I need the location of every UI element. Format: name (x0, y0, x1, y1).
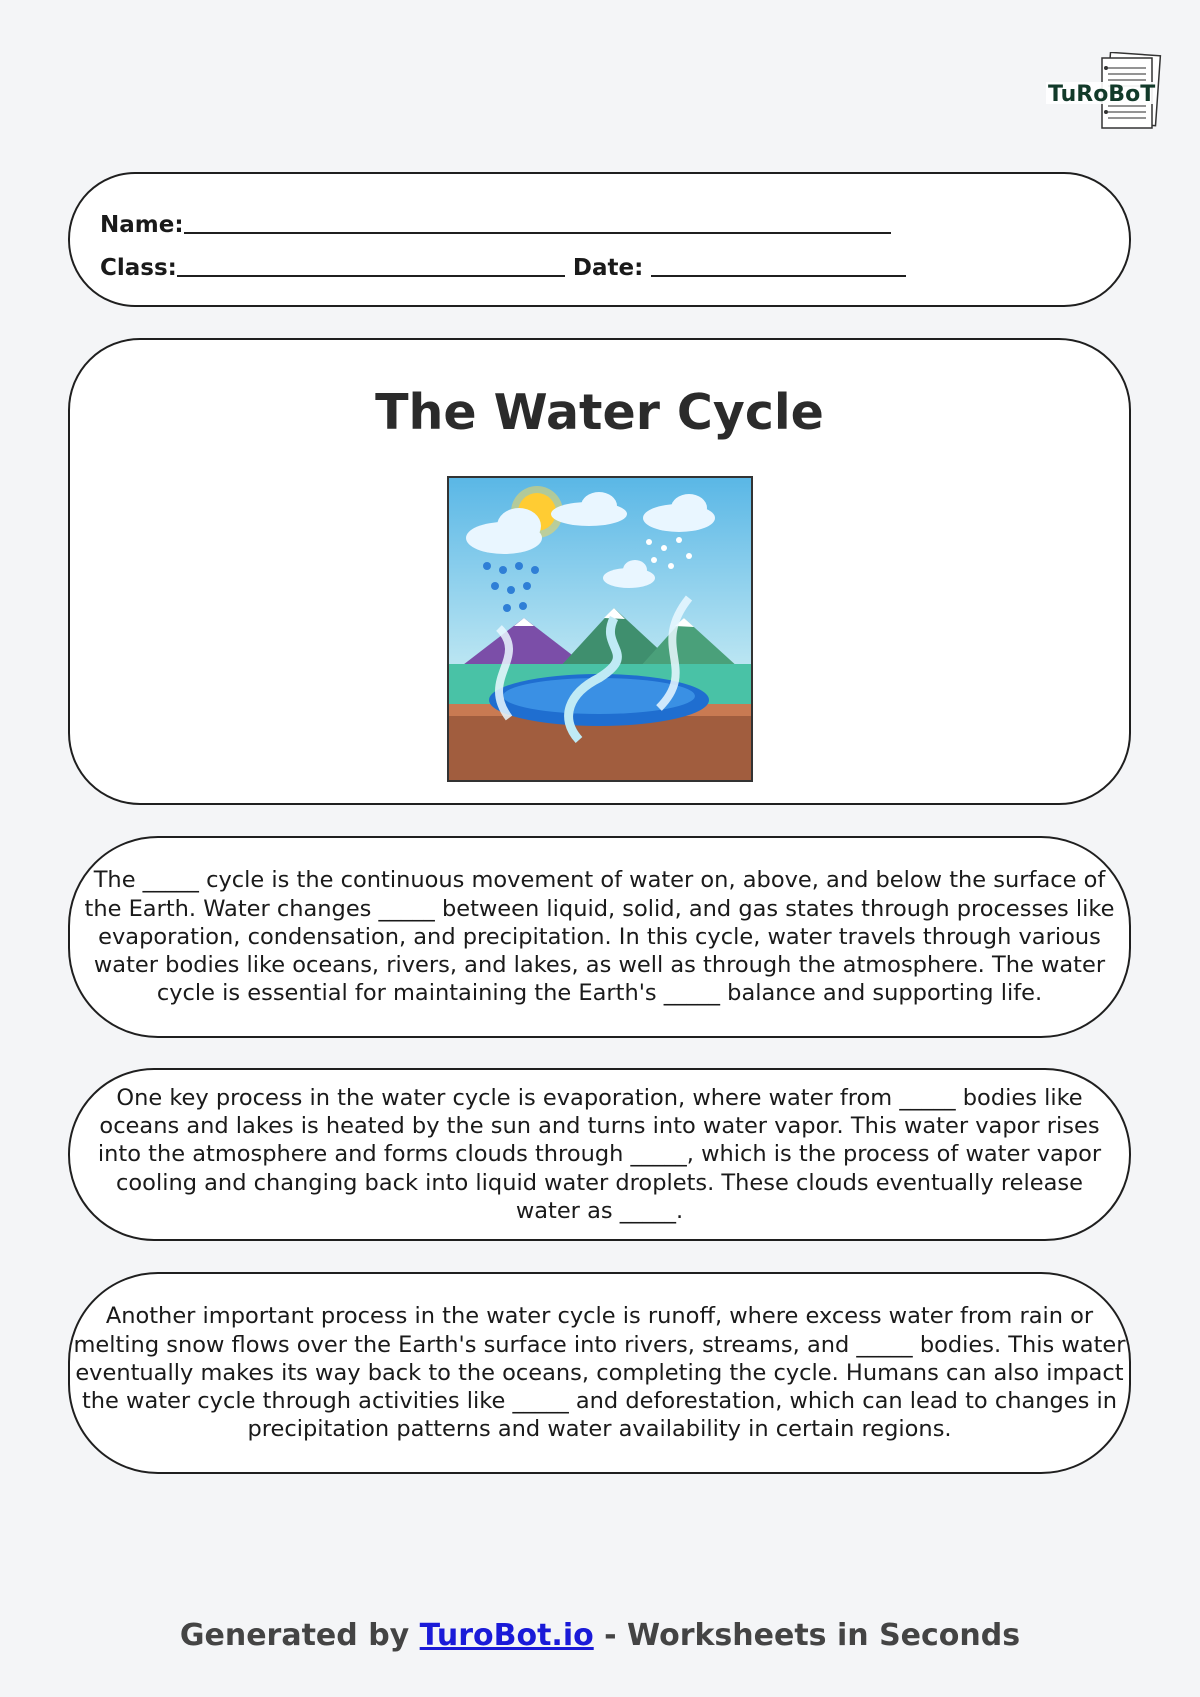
paragraph-card-2 (68, 1068, 1131, 1241)
name-label: Name: (100, 212, 184, 238)
footer (0, 1618, 1200, 1653)
logo-text: TuRoBoT (1048, 82, 1156, 107)
class-label: Class: (100, 255, 177, 281)
turobot-logo (1046, 52, 1164, 136)
student-info-card (68, 172, 1131, 307)
paragraph-card-3 (68, 1272, 1131, 1474)
paragraph-3: Another important process in the water cycle is runoff, where excess water from rain or melting snow flows over the Earth's surface into rivers, streams, and _____ bodies. This water eventually makes its way back to the oceans, completing the cycle. Humans can also impact the water cycle through activities like _____ and deforestation, which can lead to changes in precipitation patterns and water availability in certain regions. (73, 1303, 1126, 1443)
class-field[interactable] (177, 273, 565, 277)
class-date-row (100, 255, 906, 281)
footer-suffix: - Worksheets in Seconds (593, 1618, 1021, 1653)
worksheet-title: The Water Cycle (375, 384, 824, 441)
paragraph-1: The _____ cycle is the continuous movement of water on, above, and below the surface of the Earth. Water changes _____ between liquid, solid, and gas states through processes like evaporation, condensation, and precipitation. In this cycle, water travels through various water bodies like oceans, rivers, and lakes, as well as through the atmosphere. The water cycle is essential for maintaining the Earth's _____ balance and supporting life. (84, 867, 1115, 1007)
paragraph-2: One key process in the water cycle is evaporation, where water from _____ bodies like oceans and lakes is heated by the sun and turns into water vapor. This water vapor rises into the atmosphere and forms clouds through _____, which is the process of water vapor cooling and changing back into liquid water droplets. These clouds eventually release water as _____. (97, 1084, 1102, 1224)
date-label: Date: (572, 255, 644, 281)
date-field[interactable] (651, 273, 906, 277)
name-row (100, 212, 891, 238)
footer-prefix: Generated by (179, 1618, 420, 1653)
water-cycle-illustration (447, 476, 753, 782)
name-field[interactable] (184, 230, 891, 234)
paragraph-card-1 (68, 836, 1131, 1038)
turobot-link[interactable]: TuroBot.io (419, 1618, 594, 1653)
title-card (68, 338, 1131, 805)
